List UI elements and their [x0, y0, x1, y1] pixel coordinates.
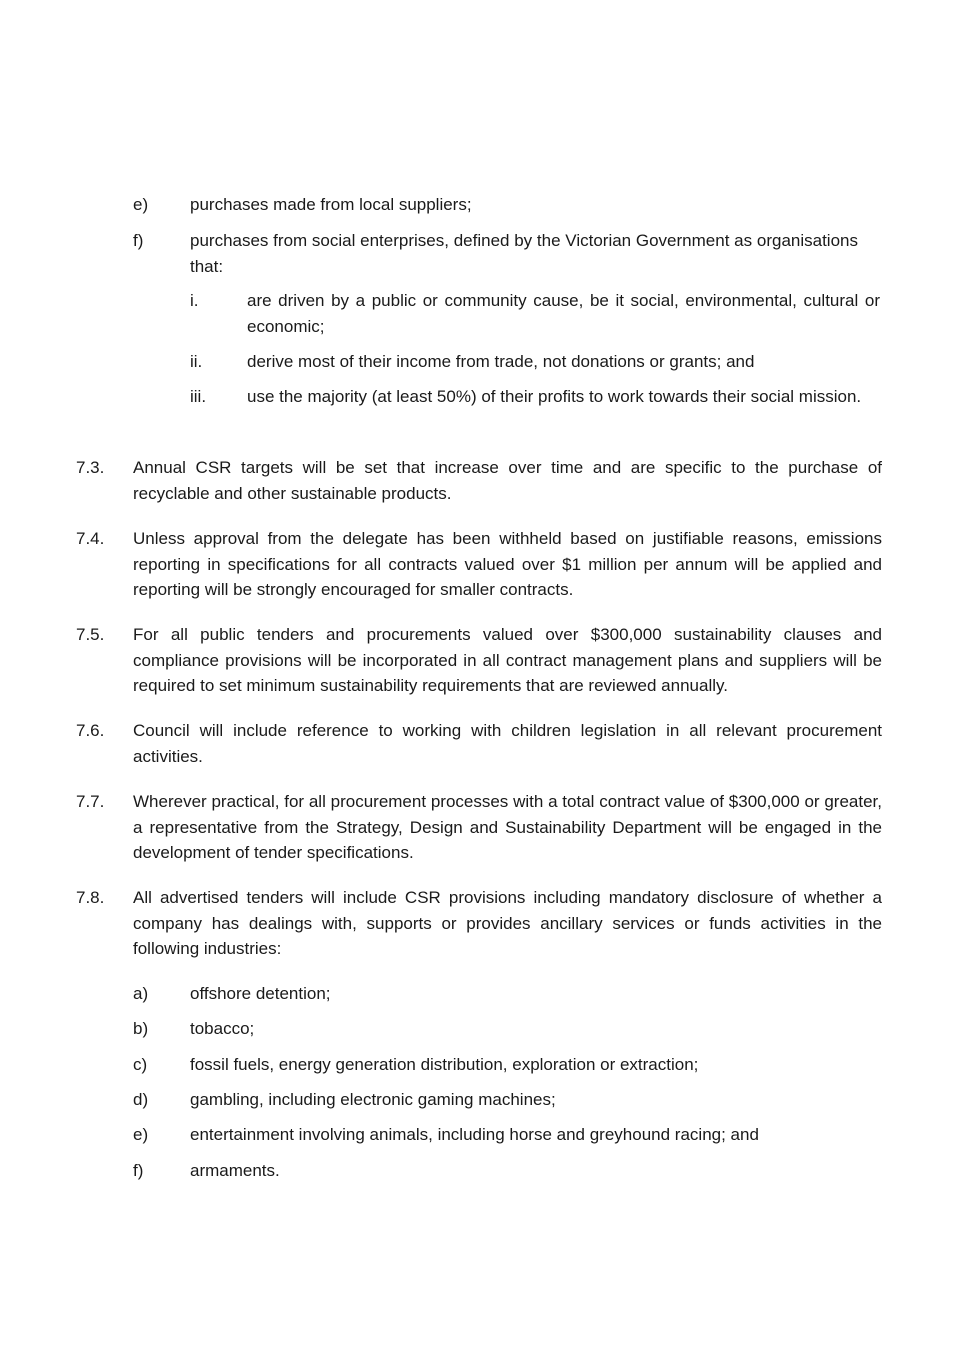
list-label: f) [133, 1161, 144, 1180]
industry-item [133, 1158, 873, 1184]
clause-number: 7.4. [76, 529, 105, 548]
clause-text: Wherever practical, for all procurement processes with a total contract value of $300,000 or greater, a representative from the Strategy, Design and Sustainability Department will be engaged in the development of tender specifications. [133, 792, 882, 862]
list-text: fossil fuels, energy generation distribution, exploration or extraction; [190, 1055, 699, 1074]
sub-list-item [190, 349, 880, 375]
list-item [133, 192, 863, 218]
list-label: e) [133, 1125, 149, 1144]
industry-item [133, 1052, 873, 1078]
industry-item [133, 981, 873, 1007]
list-label: e) [133, 195, 149, 214]
sub-list-item [190, 288, 880, 339]
list-text: use the majority (at least 50%) of their profits to work towards their social mission. [247, 387, 862, 406]
list-label: f) [133, 231, 144, 250]
list-text: tobacco; [190, 1019, 255, 1038]
list-label: c) [133, 1055, 148, 1074]
list-text: purchases made from local suppliers; [190, 195, 472, 214]
clause-7-7 [76, 789, 882, 866]
list-text: gambling, including electronic gaming machines; [190, 1090, 556, 1109]
clause-7-4 [76, 526, 882, 603]
list-text: purchases from social enterprises, defined by the Victorian Government as organisations that: [190, 231, 858, 276]
list-text: are driven by a public or community cause, be it social, environmental, cultural or economic; [247, 291, 880, 336]
clause-number: 7.7. [76, 792, 105, 811]
clause-7-3 [76, 455, 882, 506]
list-text: offshore detention; [190, 984, 331, 1003]
clause-7-6 [76, 718, 882, 769]
list-label: ii. [190, 352, 203, 371]
clause-text: All advertised tenders will include CSR provisions including mandatory disclosure of whether a company has dealings with, supports or provides ancillary services or funds activities in the following industries: [133, 888, 882, 958]
list-item [133, 228, 858, 279]
sub-list-item [190, 384, 878, 410]
list-label: d) [133, 1090, 149, 1109]
list-text: derive most of their income from trade, not donations or grants; and [247, 352, 755, 371]
industry-item [133, 1122, 873, 1148]
clause-text: Unless approval from the delegate has been withheld based on justifiable reasons, emissions reporting in specifications for all contracts valued over $1 million per annum will be applied and reporting will be strongly encouraged for smaller contracts. [133, 529, 882, 599]
list-text: armaments. [190, 1161, 280, 1180]
list-label: a) [133, 984, 149, 1003]
list-label: i. [190, 291, 199, 310]
clause-text: For all public tenders and procurements valued over $300,000 sustainability clauses and compliance provisions will be incorporated in all contract management plans and suppliers will be required to set minimum sustainability requirements that are reviewed annually. [133, 625, 882, 695]
clause-text: Annual CSR targets will be set that increase over time and are specific to the purchase of recyclable and other sustainable products. [133, 458, 882, 503]
industry-item [133, 1016, 873, 1042]
clause-number: 7.8. [76, 888, 105, 907]
industry-item [133, 1087, 873, 1113]
clause-text: Council will include reference to working with children legislation in all relevant procurement activities. [133, 721, 882, 766]
clause-number: 7.6. [76, 721, 105, 740]
clause-7-5 [76, 622, 882, 699]
clause-7-8 [76, 885, 882, 962]
clause-number: 7.5. [76, 625, 105, 644]
list-label: iii. [190, 387, 207, 406]
clause-number: 7.3. [76, 458, 105, 477]
list-text: entertainment involving animals, including horse and greyhound racing; and [190, 1125, 759, 1144]
list-label: b) [133, 1019, 149, 1038]
